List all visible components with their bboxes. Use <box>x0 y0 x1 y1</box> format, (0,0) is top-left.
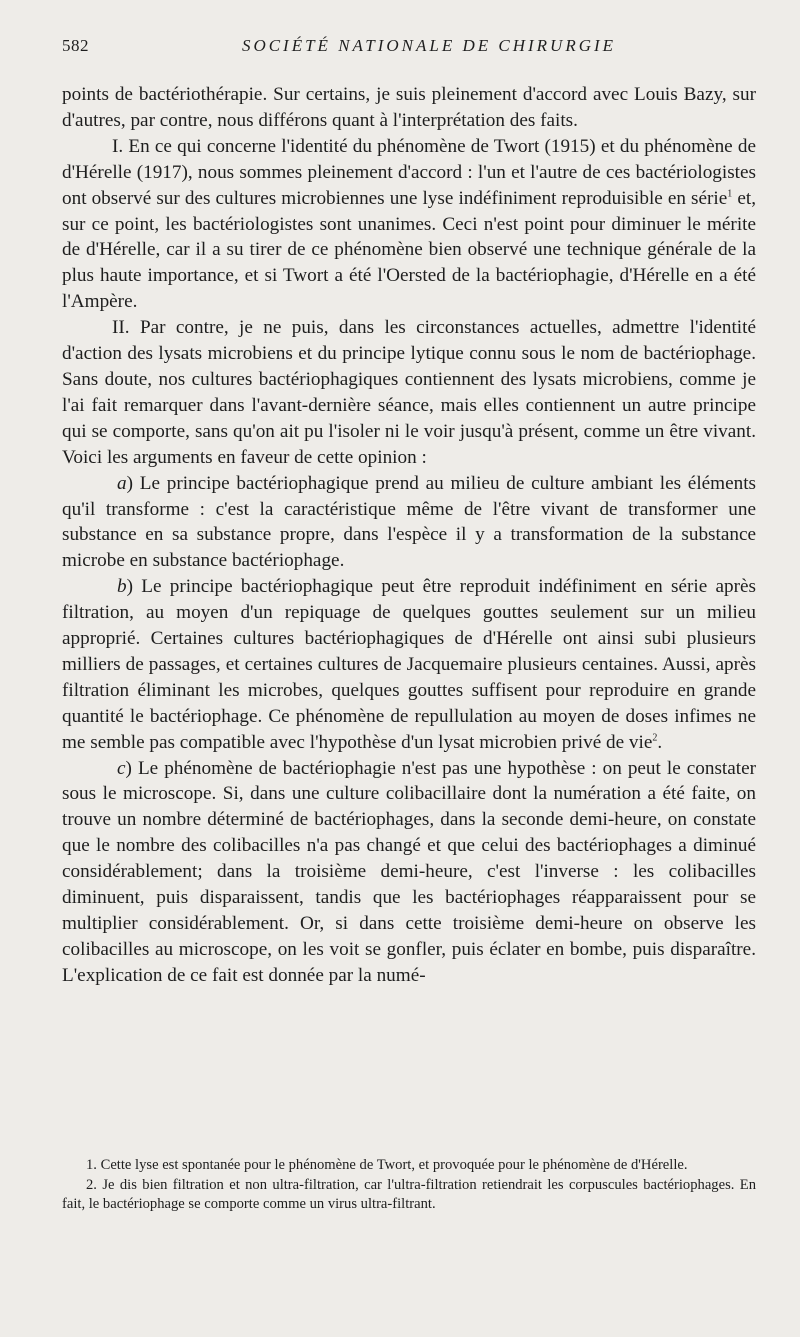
footnotes <box>62 1156 756 1215</box>
argument-c-letter: c <box>117 757 126 779</box>
running-title: SOCIÉTÉ NATIONALE DE CHIRURGIE <box>241 36 617 55</box>
paragraph-section-ii: II. Par contre, je ne puis, dans les circonstances actuelles, admettre l'identité d'action des lysats microbiens et du principe lytique connu sous le nom de bactériophage. Sans doute, nos cultures bactériophagiques contiennent des lysats microbiens, comme je l'ai fait remarquer dans l'avant-dernière séance, mais elles contiennent un autre principe qui se comporte, sans qu'on ait pu l'isoler ni le voir jusqu'à présent, comme un être vivant. Voici les arguments en faveur de cette opinion : <box>62 317 756 468</box>
argument-b: b) Le principe bactériophagique peut être reproduit indéfiniment en série après filtration, au moyen d'un repiquage de quelques gouttes seulement sur un milieu approprié. Certaines cultures bactériophagiques de d'Hérelle ont ainsi subi plusieurs milliers de passages, et certaines cultures de Jacquemaire plusieurs centaines. Aussi, après filtration éliminant les microbes, quelques gouttes suffisent pour reproduire en grande quantité le bactériophage. Ce phénomène de repullulation au moyen de doses infimes ne me semble pas compatible avec l'hypothèse d'un lysat microbien privé de vie$^2$. <box>62 576 756 753</box>
paragraph-section-i: I. En ce qui concerne l'identité du phénomène de Twort (1915) et du phénomène de d'Hérelle (1917), nous sommes pleinement d'accord : l'un et l'autre de ces bactériologistes ont observé sur des cultures microbiennes une lyse indéfiniment reproduisible en série$^1$ et, sur ce point, les bactériologistes sont unanimes. Ceci n'est point pour diminuer le mérite de d'Hérelle, car il a su tirer de ce phénomène bien observé une technique générale de la plus haute importance, et si Twort a été l'Oersted de la bactériophagie, d'Hérelle en a été l'Ampère. <box>62 135 756 313</box>
footnote-ref-1[interactable]: 1 <box>727 188 733 200</box>
argument-a: a) Le principe bactériophagique prend au milieu de culture ambiant les éléments qu'il transforme : c'est la caractéristique même de l'être vivant de transformer une substance en sa substance propre, dans l'espèce il y a transformation de la substance microbe en substance bactériophage. <box>62 472 756 572</box>
page-number: 582 <box>62 36 89 55</box>
footnote-ref-2[interactable]: 2 <box>652 732 658 744</box>
argument-a-letter: a <box>117 472 127 494</box>
paragraph-continuation: points de bactériothérapie. Sur certains, je suis pleinement d'accord avec Louis Bazy, sur d'autres, par contre, nous différons quant à l'interprétation des faits. <box>62 84 756 131</box>
footnote-2: 2. Je dis bien filtration et non ultra-filtration, car l'ultra-filtration retiendrait les corpuscules bactériophages. En fait, le bactériophage se comporte comme un virus ultra-filtrant. <box>62 1176 756 1212</box>
page-header <box>62 36 756 62</box>
argument-b-letter: b <box>117 576 127 598</box>
footnote-1: 1. Cette lyse est spontanée pour le phénomène de Twort, et provoquée pour le phénomène de d'Hérelle. <box>86 1157 688 1173</box>
body-text <box>62 82 756 989</box>
argument-c: c) Le phénomène de bactériophagie n'est pas une hypothèse : on peut le constater sous le microscope. Si, dans une culture colibacillaire dont la numération a été faite, on trouve un nombre déterminé de bactériophages, dans la seconde demi-heure, on constate que le nombre des colibacilles n'a pas changé et que celui des bactériophages a diminué considérablement; dans la troisième demi-heure, c'est l'inverse : les colibacilles diminuent, puis disparaissent, tandis que les bactériophages réapparaissent pour se multiplier considérablement. Or, si dans cette troisième demi-heure on observe les colibacilles au microscope, on les voit se gonfler, puis éclater en bombe, puis disparaître. L'explication de ce fait est donnée par la numé- <box>62 757 756 986</box>
